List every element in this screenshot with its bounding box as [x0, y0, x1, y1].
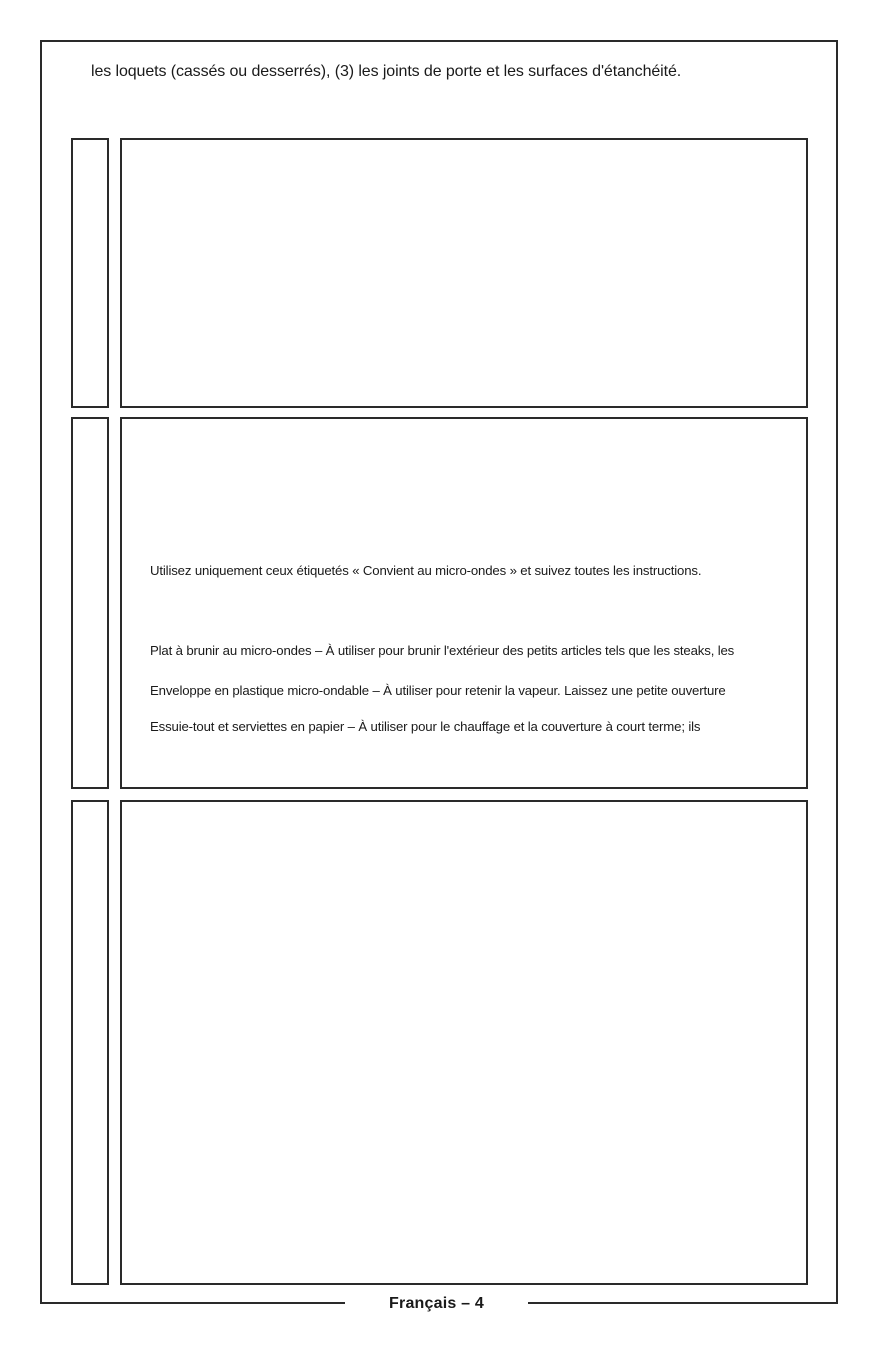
section-2-line-3: Enveloppe en plastique micro-ondable – À utiliser pour retenir la vapeur. Laissez une petite ouverture: [150, 683, 726, 698]
page-footer-label: Français – 4: [389, 1295, 484, 1312]
section-2-line-1: Utilisez uniquement ceux étiquetés « Convient au micro-ondes » et suivez toutes les instructions.: [150, 563, 702, 578]
intro-text: les loquets (cassés ou desserrés), (3) les joints de porte et les surfaces d'étanchéité.: [91, 63, 682, 80]
section-3-content-box: [120, 800, 808, 1285]
section-2-line-2: Plat à brunir au micro-ondes – À utiliser pour brunir l'extérieur des petits articles tels que les steaks, les: [150, 643, 735, 658]
section-3-side-tab: [71, 800, 109, 1285]
section-1-content-box: [120, 138, 808, 408]
section-2-line-4: Essuie-tout et serviettes en papier – À utiliser pour le chauffage et la couverture à court terme; ils: [150, 719, 701, 734]
section-2-side-tab: [71, 417, 109, 789]
section-1-side-tab: [71, 138, 109, 408]
